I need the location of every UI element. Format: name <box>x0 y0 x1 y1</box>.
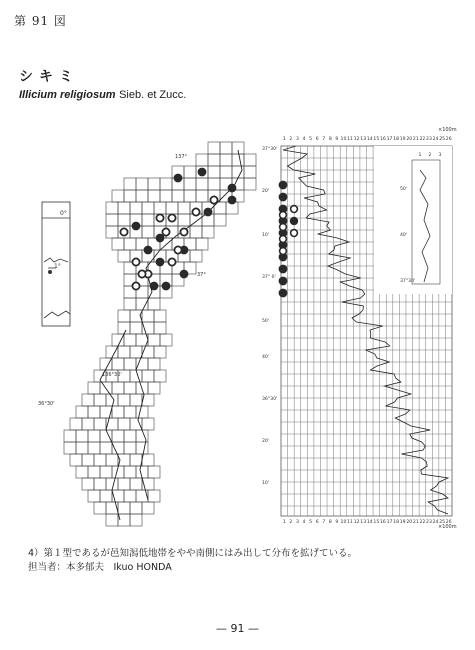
map-grid-cell <box>118 346 130 358</box>
map-grid-cell <box>106 214 118 226</box>
map-grid-cell <box>154 310 166 322</box>
profile-bottom-tick-label: 16 <box>380 520 386 525</box>
open-circle-marker <box>132 258 139 265</box>
profile-bottom-tick-label: 9 <box>335 520 339 525</box>
profile-bottom-tick-label: 6 <box>315 520 319 525</box>
map-grid-cell <box>232 154 244 166</box>
profile-bottom-tick-label: 19 <box>399 520 406 525</box>
inset-label-0: 0° <box>60 210 67 217</box>
profile-top-tick-label: 1 <box>282 137 286 142</box>
map-grid-cell <box>88 466 100 478</box>
filled-circle-marker <box>174 174 182 182</box>
map-grid-cell <box>106 502 118 514</box>
filled-circle-marker <box>228 184 236 192</box>
profile-top-tick-label: 7 <box>322 137 326 142</box>
profile-inset-lat-label: 50' <box>400 187 408 192</box>
profile-lat-label: 40' <box>262 355 270 360</box>
map-grid-cell <box>76 430 88 442</box>
map-grid-cell <box>142 214 154 226</box>
map-grid-cell <box>142 454 154 466</box>
map-grid-cell <box>94 502 106 514</box>
profile-bottom-tick-label: 17 <box>386 520 393 525</box>
profile-lat-label: 10' <box>262 481 270 486</box>
profile-top-tick-label: 3 <box>295 137 299 142</box>
map-grid-cell <box>118 394 130 406</box>
caption-note: 4）第１型であるが邑知潟低地帯をやや南側にはみ出して分布を拡げている。 <box>28 548 358 559</box>
filled-circle-marker <box>204 208 212 216</box>
profile-bottom-tick-label: 1 <box>282 520 286 525</box>
profile-bottom-tick-label: 21 <box>412 520 419 525</box>
map-grid-cell <box>148 490 160 502</box>
filled-circle-marker <box>132 222 140 230</box>
profile-inset-tick-label: 1 <box>418 153 422 158</box>
open-circle-marker <box>168 258 175 265</box>
open-circle-marker <box>280 236 287 243</box>
map-grid-cell <box>136 442 148 454</box>
map-grid-cell <box>82 478 94 490</box>
filled-circle-marker <box>290 217 298 225</box>
profile-lat-label: 20' <box>262 189 270 194</box>
profile-top-tick-label: 20 <box>406 137 413 142</box>
profile-top-tick-label: 22 <box>419 137 426 142</box>
distribution-map <box>64 142 256 526</box>
open-circle-marker <box>280 212 287 219</box>
map-grid-cell <box>208 166 220 178</box>
map-grid-cell <box>244 166 256 178</box>
open-circle-marker <box>168 214 175 221</box>
map-grid-cell <box>142 202 154 214</box>
map-grid-cell <box>208 154 220 166</box>
filled-circle-marker <box>279 277 287 285</box>
profile-bottom-tick-label: 10 <box>340 520 347 525</box>
profile-top-tick-label: 19 <box>399 137 406 142</box>
map-grid-cell <box>106 226 118 238</box>
map-grid-cell <box>136 178 148 190</box>
map-grid-cell <box>136 358 148 370</box>
map-grid-cell <box>142 346 154 358</box>
map-grid-cell <box>82 394 94 406</box>
map-grid-cell <box>202 226 214 238</box>
map-grid-cell <box>214 214 226 226</box>
profile-bottom-tick-label: 4 <box>302 520 306 525</box>
lon-label-37: 37° <box>197 272 206 278</box>
profile-bottom-tick-label: 25 <box>439 520 446 525</box>
open-circle-marker <box>120 228 127 235</box>
open-circle-marker <box>291 230 298 237</box>
filled-circle-marker <box>156 258 164 266</box>
profile-lat-label: 50' <box>262 319 270 324</box>
map-grid-cell <box>244 154 256 166</box>
profile-bottom-tick-label: 18 <box>393 520 400 525</box>
map-grid-cell <box>184 166 196 178</box>
profile-lat-label: 37° 0' <box>262 275 276 280</box>
map-grid-cell <box>124 490 136 502</box>
map-grid-cell <box>196 154 208 166</box>
map-grid-cell <box>94 418 106 430</box>
profile-top-tick-label: 5 <box>309 137 313 142</box>
map-grid-cell <box>124 430 136 442</box>
map-grid-cell <box>130 202 142 214</box>
profile-chart <box>262 136 452 525</box>
map-grid-cell <box>112 358 124 370</box>
map-grid-cell <box>106 346 118 358</box>
map-grid-cell <box>160 178 172 190</box>
map-grid-cell <box>70 454 82 466</box>
filled-circle-marker <box>279 181 287 189</box>
profile-lat-label: 10' <box>262 233 270 238</box>
map-grid-cell <box>166 202 178 214</box>
open-circle-marker <box>291 206 298 213</box>
map-grid-cell <box>124 298 136 310</box>
map-grid-cell <box>124 382 136 394</box>
profile-bottom-tick-label: 5 <box>309 520 313 525</box>
map-grid-cell <box>112 430 124 442</box>
map-grid-cell <box>76 406 88 418</box>
profile-top-tick-label: 14 <box>366 137 373 142</box>
profile-bottom-tick-label: 20 <box>406 520 413 525</box>
profile-top-tick-label: 17 <box>386 137 393 142</box>
map-grid-cell <box>142 418 154 430</box>
profile-bottom-tick-label: 23 <box>426 520 432 525</box>
map-grid-cell <box>184 178 196 190</box>
map-grid-cell <box>118 202 130 214</box>
coastline <box>100 150 242 520</box>
map-grid-cell <box>112 190 124 202</box>
lon-label-136-30: 136°30' <box>102 372 122 378</box>
map-grid-cell <box>70 418 82 430</box>
map-grid-cell <box>124 442 136 454</box>
open-circle-marker <box>174 246 181 253</box>
profile-inset-tick-label: 3 <box>438 153 442 158</box>
profile-bottom-tick-label: 12 <box>353 520 360 525</box>
open-circle-marker <box>210 196 217 203</box>
map-grid-cell <box>118 214 130 226</box>
profile-top-tick-label: 24 <box>432 137 439 142</box>
filled-circle-marker <box>144 246 152 254</box>
map-grid-cell <box>106 514 118 526</box>
map-grid-cell <box>208 178 220 190</box>
map-grid-cell <box>118 310 130 322</box>
open-circle-marker <box>180 228 187 235</box>
map-grid-cell <box>112 238 124 250</box>
map-grid-cell <box>136 190 148 202</box>
profile-top-tick-label: 12 <box>353 137 360 142</box>
caption <box>28 547 448 575</box>
profile-bottom-tick-label: 2 <box>289 520 293 525</box>
profile-top-unit: ×100m <box>438 127 457 133</box>
profile-bottom-unit: ×100m <box>438 524 457 530</box>
map-grid-cell <box>244 178 256 190</box>
figure-label: 第 91 図 <box>14 14 67 28</box>
profile-top-tick-label: 25 <box>439 137 446 142</box>
map-grid-cell <box>124 334 136 346</box>
profile-top-tick-label: 2 <box>289 137 293 142</box>
map-grid-cell <box>136 406 148 418</box>
map-grid-cell <box>118 502 130 514</box>
map-grid-cell <box>220 154 232 166</box>
map-grid-cell <box>130 322 142 334</box>
map-grid-cell <box>130 418 142 430</box>
map-grid-cell <box>142 310 154 322</box>
map-grid-cell <box>82 418 94 430</box>
profile-bottom-tick-label: 14 <box>366 520 373 525</box>
profile-top-tick-label: 18 <box>393 137 400 142</box>
profile-top-tick-label: 6 <box>315 137 319 142</box>
map-grid-cell <box>64 442 76 454</box>
filled-circle-marker <box>228 196 236 204</box>
map-grid-cell <box>124 466 136 478</box>
profile-bottom-tick-label: 11 <box>347 520 353 525</box>
map-grid-cell <box>112 442 124 454</box>
open-circle-marker <box>138 270 145 277</box>
profile-bottom-tick-label: 13 <box>360 520 367 525</box>
page-number: — 91 — <box>216 622 259 635</box>
open-circle-marker <box>280 224 287 231</box>
profile-inset-lat-label: 40' <box>400 233 408 238</box>
map-grid-cell <box>190 250 202 262</box>
open-circle-marker <box>156 214 163 221</box>
map-grid-cell <box>112 382 124 394</box>
lon-label-137: 137° <box>175 154 188 160</box>
map-grid-cell <box>154 322 166 334</box>
map-grid-cell <box>88 406 100 418</box>
map-grid-cell <box>148 382 160 394</box>
lon-label-36-30: 36°30' <box>38 401 55 407</box>
map-grid-cell <box>142 370 154 382</box>
map-grid-cell <box>124 406 136 418</box>
map-grid-cell <box>220 142 232 154</box>
filled-circle-marker <box>279 289 287 297</box>
profile-top-tick-label: 9 <box>335 137 339 142</box>
map-grid-cell <box>88 442 100 454</box>
open-circle-marker <box>192 208 199 215</box>
map-grid-cell <box>172 190 184 202</box>
map-grid-cell <box>196 178 208 190</box>
map-grid-cell <box>106 394 118 406</box>
map-grid-cell <box>130 346 142 358</box>
map-grid-cell <box>196 190 208 202</box>
map-grid-cell <box>124 190 136 202</box>
scientific-name-binomial: Illicium religiosum <box>19 89 116 101</box>
map-grid-cell <box>100 430 112 442</box>
profile-top-tick-label: 11 <box>347 137 353 142</box>
map-grid-cell <box>124 178 136 190</box>
map-grid-cell <box>106 202 118 214</box>
filled-circle-marker <box>198 168 206 176</box>
map-grid-cell <box>64 430 76 442</box>
map-grid-cell <box>130 394 142 406</box>
profile-top-tick-label: 10 <box>340 137 347 142</box>
scientific-name-authority: Sieb. et Zucc. <box>119 89 187 101</box>
map-grid-cell <box>154 202 166 214</box>
filled-circle-marker <box>279 265 287 273</box>
map-grid-cell <box>148 466 160 478</box>
map-grid-cell <box>148 178 160 190</box>
map-grid-cell <box>232 166 244 178</box>
map-grid-cell <box>148 298 160 310</box>
profile-inset-lat-label: 37°30' <box>400 279 416 284</box>
map-grid-cell <box>130 502 142 514</box>
map-grid-cell <box>130 454 142 466</box>
profile-top-tick-label: 8 <box>328 137 332 142</box>
map-grid-cell <box>160 334 172 346</box>
map-grid-cell <box>190 226 202 238</box>
profile-bottom-tick-label: 22 <box>419 520 426 525</box>
map-grid-cell <box>100 406 112 418</box>
map-grid-cell <box>124 358 136 370</box>
map-grid-cell <box>118 418 130 430</box>
map-grid-cell <box>106 478 118 490</box>
map-grid-cell <box>184 190 196 202</box>
map-grid-cell <box>118 250 130 262</box>
filled-circle-marker <box>279 193 287 201</box>
map-grid-cell <box>154 346 166 358</box>
map-grid-cell <box>130 514 142 526</box>
map-grid-cell <box>112 406 124 418</box>
map-grid-cell <box>94 394 106 406</box>
map-grid-cell <box>124 238 136 250</box>
profile-top-tick-label: 16 <box>380 137 386 142</box>
map-grid-cell <box>160 190 172 202</box>
map-grid-cell <box>196 238 208 250</box>
profile-lat-label: 20' <box>262 439 270 444</box>
map-grid-cell <box>88 382 100 394</box>
map-grid-cell <box>106 454 118 466</box>
map-grid-cell <box>88 430 100 442</box>
map-grid-cell <box>112 334 124 346</box>
profile-top-tick-label: 4 <box>302 137 306 142</box>
map-grid-cell <box>76 442 88 454</box>
map-grid-cell <box>94 478 106 490</box>
profile-top-tick-label: 13 <box>360 137 367 142</box>
map-grid-cell <box>118 478 130 490</box>
map-grid-cell <box>178 202 190 214</box>
filled-circle-marker <box>150 282 158 290</box>
profile-bottom-tick-label: 8 <box>328 520 332 525</box>
open-circle-marker <box>132 282 139 289</box>
map-grid-cell <box>118 322 130 334</box>
profile-bottom-tick-label: 3 <box>295 520 299 525</box>
filled-circle-marker <box>180 270 188 278</box>
map-grid-cell <box>142 502 154 514</box>
map-grid-cell <box>148 334 160 346</box>
profile-top-tick-label: 21 <box>412 137 419 142</box>
profile-bottom-tick-label: 24 <box>432 520 439 525</box>
map-grid-cell <box>142 226 154 238</box>
map-grid-cell <box>100 442 112 454</box>
filled-circle-marker <box>162 282 170 290</box>
caption-author: 担当者：本多郁夫 Ikuo HONDA <box>28 562 172 573</box>
open-circle-marker <box>280 248 287 255</box>
profile-lat-label: 37°30' <box>262 147 278 152</box>
map-grid-cell <box>130 370 142 382</box>
map-grid-cell <box>100 490 112 502</box>
profile-lat-label: 36°30' <box>262 397 278 402</box>
map-grid-cell <box>76 466 88 478</box>
open-circle-marker <box>162 228 169 235</box>
map-grid-cell <box>220 166 232 178</box>
profile-top-tick-label: 26 <box>445 137 452 142</box>
profile-bottom-tick-label: 26 <box>445 520 452 525</box>
map-grid-cell <box>148 190 160 202</box>
profile-inset-tick-label: 2 <box>428 153 432 158</box>
filled-circle-marker <box>156 234 164 242</box>
map-grid-cell <box>154 370 166 382</box>
profile-bottom-tick-label: 15 <box>373 520 380 525</box>
profile-top-tick-label: 15 <box>373 137 380 142</box>
profile-bottom-tick-label: 7 <box>322 520 326 525</box>
map-grid-cell <box>82 454 94 466</box>
map-grid-cell <box>130 478 142 490</box>
map-grid-cell <box>88 490 100 502</box>
profile-top-tick-label: 23 <box>426 137 432 142</box>
inset-label-1: 1° <box>54 263 61 270</box>
map-grid-cell <box>178 214 190 226</box>
map-grid-cell <box>208 142 220 154</box>
japanese-species-name: シキミ <box>19 69 79 85</box>
map-grid-cell <box>94 454 106 466</box>
map-grid-cell <box>148 358 160 370</box>
map-grid-cell <box>100 466 112 478</box>
